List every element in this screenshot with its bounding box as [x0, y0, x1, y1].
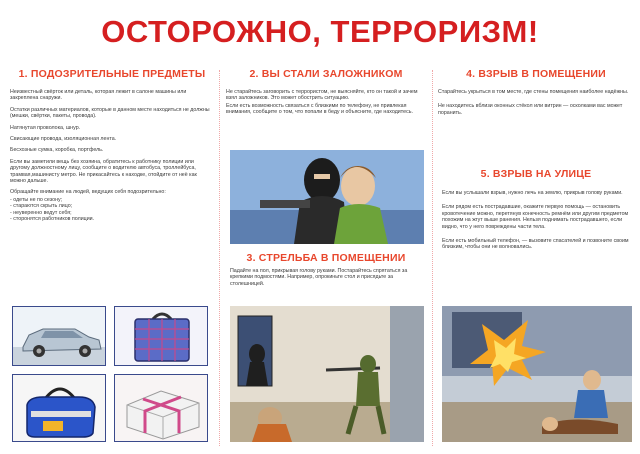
car-illustration	[12, 306, 106, 366]
list-item: - стараются скрыть лицо;	[10, 203, 214, 209]
explosion-scene-icon	[442, 306, 632, 442]
section-title-suspicious-items: 1. ПОДОЗРИТЕЛЬНЫЕ ПРЕДМЕТЫ	[18, 68, 206, 80]
car-icon	[13, 307, 106, 366]
suspicious-signs-list	[10, 197, 214, 223]
column-divider	[432, 70, 433, 446]
hostage-illustration	[230, 150, 424, 244]
section-title-shooting: 3. СТРЕЛЬБА В ПОМЕЩЕНИИ	[246, 252, 406, 264]
paragraph: Если вы услышали взрыв, нужно лечь на землю, прикрыв голову руками.	[442, 190, 623, 196]
section-title-hostage: 2. ВЫ СТАЛИ ЗАЛОЖНИКОМ	[249, 68, 403, 80]
paragraph: Если есть возможность связаться с близкими по телефону, не привлекая внимания, сообщите о том, что попали в беду и объясните, где находитесь.	[226, 102, 413, 116]
package-icon	[115, 375, 208, 442]
list-item: - неуверенно ведут себя;	[10, 210, 214, 216]
hostage-scene-icon	[230, 150, 424, 244]
bag-icon	[13, 375, 106, 442]
paragraph: Остатки различных материалов, которые в данном месте находиться не должны (мешки, свёртки, пакеты, провода).	[10, 106, 210, 120]
package-illustration	[114, 374, 208, 442]
paragraph: Неизвестный свёрток или деталь, которая лежит в салоне машины или закреплена снаружи.	[10, 89, 187, 102]
paragraph: Старайтесь укрыться в том месте, где стены помещения наиболее надёжны.	[438, 89, 629, 95]
list-item: - сторонятся работников полиции.	[10, 216, 214, 222]
shooting-scene-icon	[230, 306, 424, 442]
paragraph: Натянутая проволока, шнур.	[10, 124, 81, 131]
paragraph: Если вы заметили вещь без хозяина, обратитесь к работнику полиции или другому должностному лицу, сообщите о водителю автобуса, троллейбуса, трамвая,машинисту метро. Не прикасайтесь к находке, отойдите от неё как можно дальше.	[10, 158, 197, 185]
section-title-street-explosion: 5. ВЗРЫВ НА УЛИЦЕ	[480, 168, 592, 180]
paragraph: Если рядом есть пострадавшие, окажите первую помощь — остановить кровотечение можно, перетянув конечность ремнём или другим предметом похожим на жгут выше ранения. Нельзя поднимать пострадавшего, если видно, что у него повреждены части тела.	[442, 204, 629, 230]
suitcase-icon	[115, 307, 208, 366]
section-text-suspicious-items	[10, 89, 214, 223]
column-divider	[219, 70, 220, 446]
section-text-indoor-explosion	[438, 89, 634, 116]
page-title: ОСТОРОЖНО, ТЕРРОРИЗМ!	[101, 14, 539, 49]
bag-illustration	[12, 374, 106, 442]
paragraph: Падайте на пол, прикрывая голову руками. Постарайтесь спрятаться за крепкими подмостями. Например, опрокиньте стол и присядьте за столешницей.	[230, 268, 408, 287]
street-explosion-illustration	[442, 306, 632, 442]
section-text-shooting	[230, 268, 424, 292]
paragraph: Бесхозные сумка, коробка, портфель.	[10, 147, 104, 154]
column-explosions	[438, 68, 634, 448]
paragraph: Если есть мобильный телефон, — вызовите спасателей и позвоните своим близким, чтобы они не волновались.	[442, 238, 629, 251]
column-hostage	[226, 68, 426, 448]
column-suspicious-items	[10, 68, 214, 448]
paragraph: Не находитесь вблизи оконных стёкол или витрин — осколками вас может поранить.	[438, 103, 623, 116]
suitcase-illustration	[114, 306, 208, 366]
paragraph: Свисающие провода, изоляционная лента.	[10, 136, 117, 143]
paragraph: Не старайтесь заговорить с террористом, не выясняйте, кто он такой и зачем взял заложников. Это может обострить ситуацию.	[226, 89, 418, 102]
shooting-illustration	[230, 306, 424, 442]
section-text-street-explosion	[442, 190, 630, 256]
section-text-hostage	[226, 89, 426, 116]
section-title-indoor-explosion: 4. ВЗРЫВ В ПОМЕЩЕНИИ	[466, 68, 606, 80]
paragraph: Обращайте внимание на людей, ведущих себя подозрительно:	[10, 189, 166, 196]
list-item: - одеты не по сезону;	[10, 197, 214, 203]
